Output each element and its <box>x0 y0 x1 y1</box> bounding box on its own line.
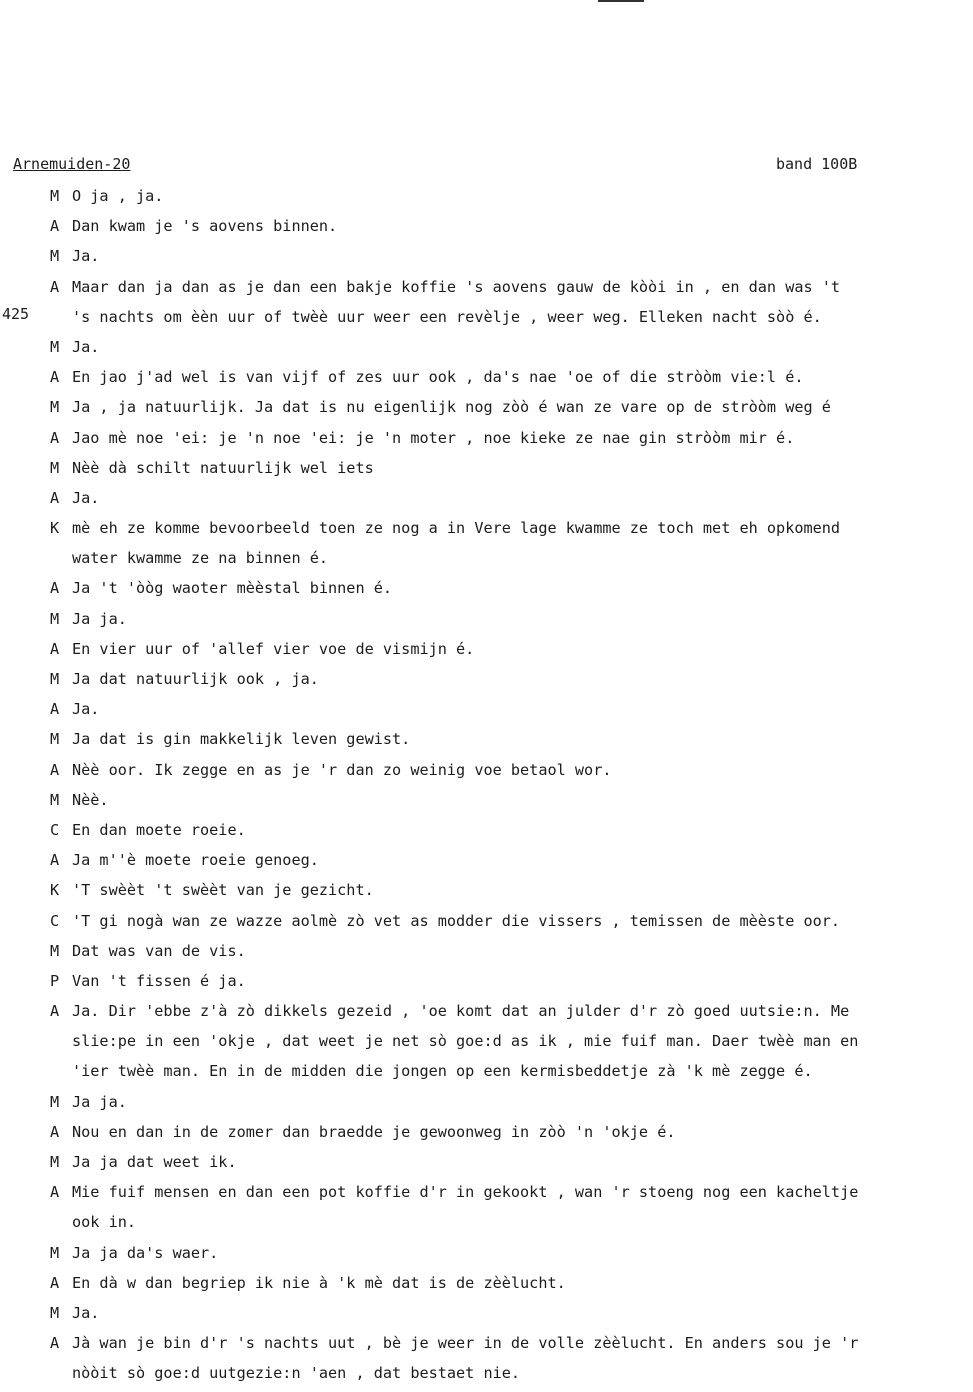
utterance-text: Jà wan je bin d'r 's nachts uut , bè je weer in de volle zèèlucht. En anders sou je 'r <box>72 1334 859 1353</box>
speaker-label: A <box>50 217 60 236</box>
transcript-line <box>50 724 955 754</box>
transcript-line <box>50 694 955 724</box>
speaker-label: M <box>50 1303 60 1322</box>
utterance-text: Ja. <box>72 1303 100 1322</box>
utterance-text: Ja dat is gin makkelijk leven gewist. <box>72 730 411 749</box>
utterance-text: mè eh ze komme bevoorbeeld toen ze nog a in Vere lage kwamme ze toch met eh opkomend <box>72 519 841 538</box>
transcript-line <box>50 1328 955 1358</box>
utterance-text: En jao j'ad wel is van vijf of zes uur ook , da's nae 'oe of die stròòm vie:l é. <box>72 368 804 387</box>
utterance-text: Dan kwam je 's aovens binnen. <box>72 217 338 236</box>
utterance-text: Ja. <box>72 247 100 266</box>
utterance-text: Ja. <box>72 488 100 507</box>
transcript-line <box>50 604 955 634</box>
transcript-line <box>50 875 955 905</box>
transcript-line <box>50 906 955 936</box>
transcript-continuation-line <box>50 543 955 573</box>
speaker-label: M <box>50 609 60 628</box>
speaker-label: A <box>50 1334 60 1353</box>
transcript-line <box>50 815 955 845</box>
utterance-text: Dat was van de vis. <box>72 941 246 960</box>
utterance-text: Ja dat natuurlijk ook , ja. <box>72 670 319 688</box>
speaker-label: A <box>50 760 60 779</box>
speaker-label: K <box>50 881 60 900</box>
speaker-label: M <box>50 458 60 477</box>
speaker-label: A <box>50 277 60 296</box>
utterance-text: O ja , ja. <box>72 187 164 205</box>
transcript-line <box>50 996 955 1026</box>
utterance-text: Nèè dà schilt natuurlijk wel iets <box>72 458 374 477</box>
speaker-label: A <box>50 639 60 658</box>
transcript-body <box>50 181 955 1389</box>
utterance-text: En vier uur of 'allef vier voe de vismijn é. <box>72 639 475 658</box>
utterance-text: Ja ja dat weet ik. <box>72 1153 237 1171</box>
speaker-label: M <box>50 337 60 356</box>
transcript-line <box>50 573 955 603</box>
transcript-continuation-line <box>50 1207 955 1237</box>
utterance-text: En dan moete roeie. <box>72 820 246 839</box>
utterance-text: Van 't fissen é ja. <box>72 971 246 990</box>
transcript-line <box>50 423 955 453</box>
transcript-line <box>50 272 955 302</box>
utterance-text: Ja , ja natuurlijk. Ja dat is nu eigenlijk nog zòò é wan ze vare op de stròòm weg é <box>72 398 831 417</box>
transcript-line <box>50 1238 955 1268</box>
transcript-continuation-line <box>50 1056 955 1086</box>
utterance-text: Ja ja. <box>72 609 127 628</box>
speaker-label: M <box>50 790 60 809</box>
tape-label: band 100B <box>776 155 858 173</box>
utterance-text: Nou en dan in de zomer dan braedde je gewoonweg in zòò 'n 'okje é. <box>72 1122 676 1141</box>
utterance-text: nòòit sò goe:d uutgezie:n 'aen , dat bestaet nie. <box>72 1364 521 1383</box>
utterance-text: Maar dan ja dan as je dan een bakje koffie 's aovens gauw de kòòi in , en dan was 't <box>72 277 841 296</box>
transcript-line <box>50 1117 955 1147</box>
speaker-label: A <box>50 700 60 719</box>
transcript-line <box>50 241 955 271</box>
transcript-continuation-line <box>50 1358 955 1388</box>
utterance-text: Mie fuif mensen en dan een pot koffie d'r in gekookt , wan 'r stoeng nog een kacheltje <box>72 1183 859 1202</box>
utterance-text: Ja 't 'òòg waoter mèèstal binnen é. <box>72 579 393 598</box>
speaker-label: M <box>50 247 60 266</box>
utterance-text: Ja. <box>72 337 100 356</box>
utterance-text: 'T gi nogà wan ze wazze aolmè zò vet as modder die vissers , temissen de mèèste oor. <box>72 911 841 930</box>
transcript-line <box>50 1177 955 1207</box>
speaker-label: M <box>50 187 60 205</box>
speaker-label: A <box>50 1273 60 1292</box>
speaker-label: M <box>50 670 60 688</box>
speaker-label: A <box>50 368 60 387</box>
transcript-line <box>50 513 955 543</box>
document-title: Arnemuiden-20 <box>13 155 131 173</box>
speaker-label: A <box>50 428 60 447</box>
speaker-label: C <box>50 911 60 930</box>
speaker-label: K <box>50 519 60 538</box>
transcript-line <box>50 755 955 785</box>
speaker-label: M <box>50 941 60 960</box>
transcript-line <box>50 664 955 694</box>
utterance-text: 'T swèèt 't swèèt van je gezicht. <box>72 881 374 900</box>
utterance-text: Nèè oor. Ik zegge en as je 'r dan zo weinig voe betaol wor. <box>72 760 612 779</box>
utterance-text: Jao mè noe 'ei: je 'n noe 'ei: je 'n moter , noe kieke ze nae gin stròòm mir é. <box>72 428 795 447</box>
utterance-text: 'ier twèè man. En in de midden die jongen op een kermisbeddetje zà 'k mè zegge é. <box>72 1062 813 1081</box>
speaker-label: M <box>50 1092 60 1111</box>
utterance-text: Ja. <box>72 700 100 719</box>
transcript-line <box>50 966 955 996</box>
utterance-text: Ja ja da's waer. <box>72 1243 219 1262</box>
transcript-continuation-line <box>50 302 955 332</box>
speaker-label: M <box>50 398 60 417</box>
transcript-line <box>50 392 955 422</box>
transcript-line <box>50 1298 955 1328</box>
speaker-label: A <box>50 488 60 507</box>
speaker-label: A <box>50 851 60 870</box>
transcript-line <box>50 785 955 815</box>
transcript-line <box>50 845 955 875</box>
transcript-continuation-line <box>50 1026 955 1056</box>
speaker-label: A <box>50 1183 60 1202</box>
speaker-label: M <box>50 1153 60 1171</box>
top-edge-mark <box>598 0 644 2</box>
transcript-line <box>50 483 955 513</box>
transcript-line <box>50 211 955 241</box>
utterance-text: Ja m''è moete roeie genoeg. <box>72 851 319 870</box>
transcript-line <box>50 362 955 392</box>
utterance-text: ook in. <box>72 1213 137 1232</box>
transcript-line <box>50 181 955 211</box>
speaker-label: A <box>50 1002 60 1021</box>
margin-line-number: 425 <box>2 305 30 323</box>
utterance-text: En dà w dan begriep ik nie à 'k mè dat is de zèèlucht. <box>72 1273 566 1292</box>
utterance-text: water kwamme ze na binnen é. <box>72 549 329 568</box>
utterance-text: Ja ja. <box>72 1092 127 1111</box>
speaker-label: A <box>50 579 60 598</box>
speaker-label: C <box>50 820 60 839</box>
utterance-text: 's nachts om èèn uur of twèè uur weer een revèlje , weer weg. Elleken nacht sòò é. <box>72 307 822 326</box>
utterance-text: Nèè. <box>72 790 109 809</box>
speaker-label: M <box>50 730 60 749</box>
transcript-line <box>50 1147 955 1177</box>
transcript-line <box>50 1087 955 1117</box>
transcript-line <box>50 936 955 966</box>
speaker-label: P <box>50 971 60 990</box>
transcript-line <box>50 332 955 362</box>
transcript-line <box>50 453 955 483</box>
transcript-line <box>50 634 955 664</box>
speaker-label: M <box>50 1243 60 1262</box>
utterance-text: Ja. Dir 'ebbe z'à zò dikkels gezeid , 'oe komt dat an julder d'r zò goed uutsie:n. Me <box>72 1002 850 1021</box>
speaker-label: A <box>50 1122 60 1141</box>
utterance-text: slie:pe in een 'okje , dat weet je net sò goe:d as ik , mie fuif man. Daer twèè man en <box>72 1032 859 1051</box>
transcript-line <box>50 1268 955 1298</box>
